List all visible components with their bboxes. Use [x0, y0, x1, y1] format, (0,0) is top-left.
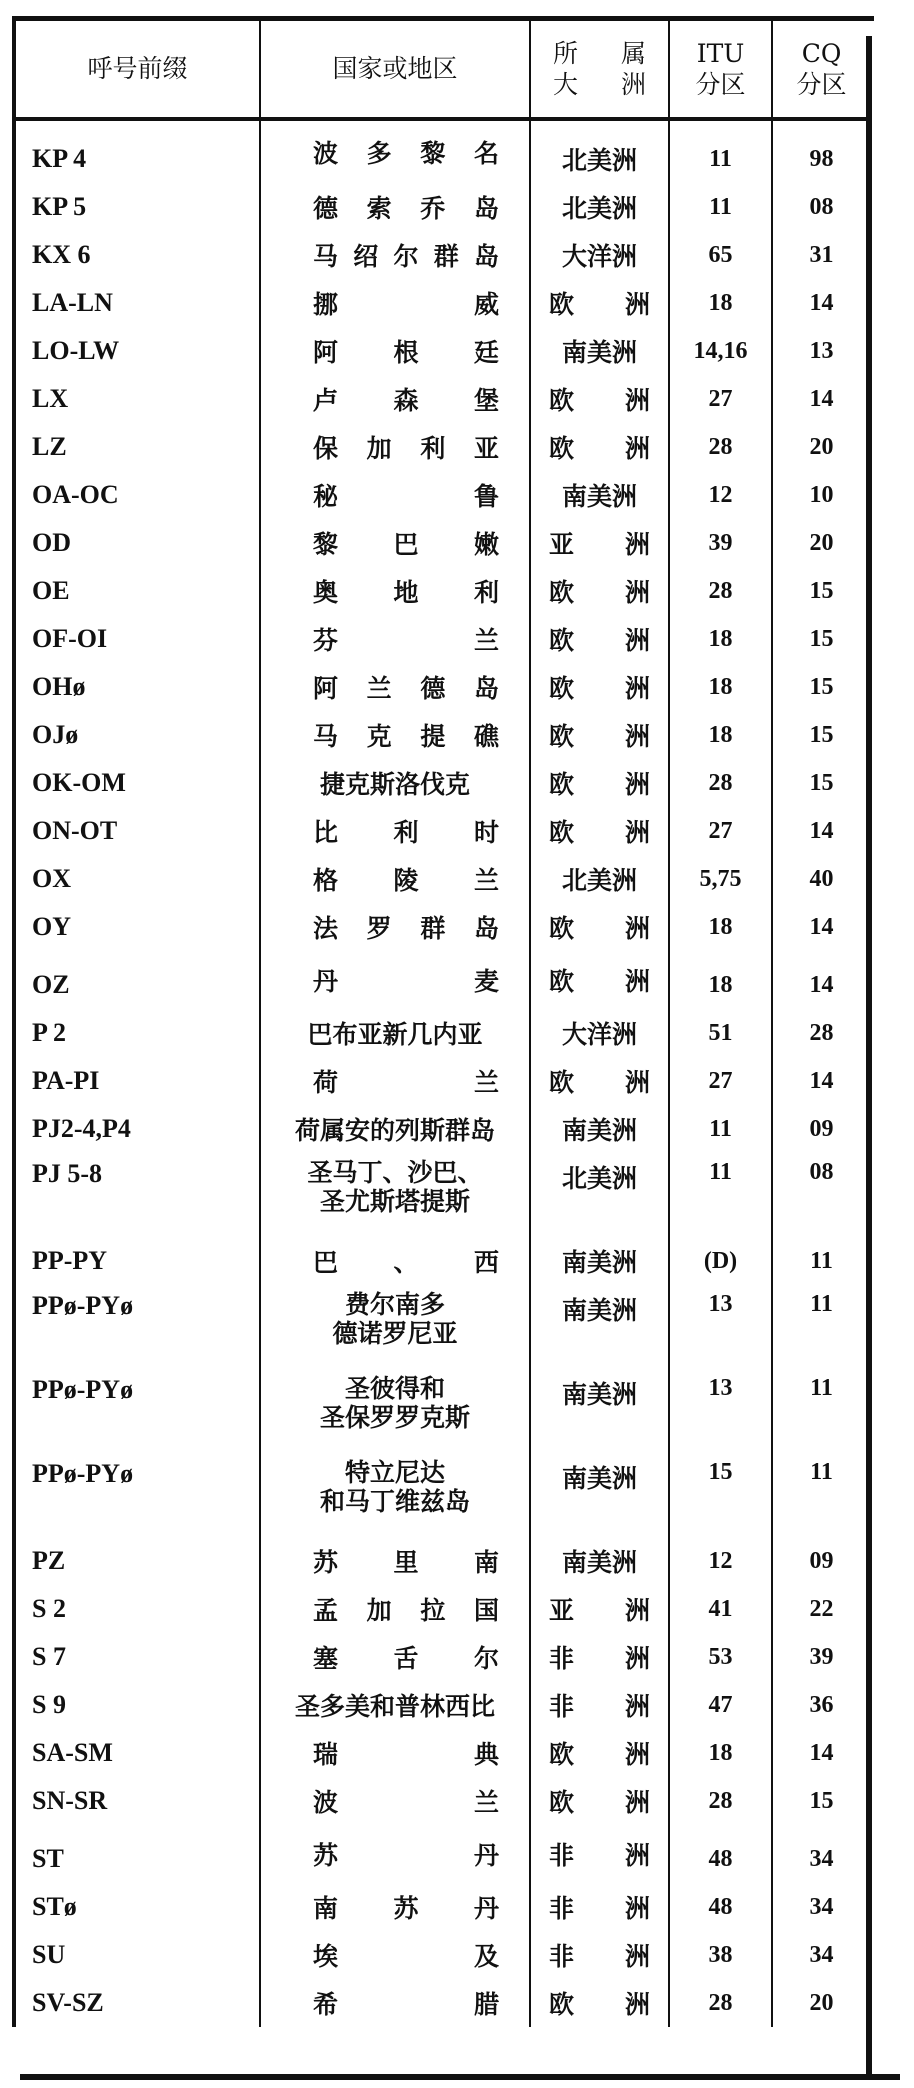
table-row: [14, 471, 870, 519]
continent-cell: 欧洲: [530, 1777, 669, 1825]
continent-cell: 欧洲: [530, 279, 669, 327]
continent-cell: 欧洲: [530, 711, 669, 759]
prefix-cell: SV-SZ: [14, 1979, 260, 2027]
prefix-cell: LZ: [14, 423, 260, 471]
itu-zone-cell: 18: [669, 711, 772, 759]
cq-zone-cell: 39: [772, 1633, 870, 1681]
table-row: [14, 119, 870, 183]
cq-zone-cell: 36: [772, 1681, 870, 1729]
cq-zone-cell: 14: [772, 1057, 870, 1105]
itu-zone-cell: 18: [669, 1729, 772, 1777]
prefix-cell: OZ: [14, 951, 260, 1009]
itu-zone-cell: 28: [669, 1777, 772, 1825]
cq-zone-cell: 14: [772, 375, 870, 423]
country-cell: 圣彼得和 圣保罗罗克斯: [260, 1369, 530, 1453]
cq-zone-cell: 09: [772, 1537, 870, 1585]
cq-zone-cell: 11: [772, 1369, 870, 1453]
header-country: 国家或地区: [260, 21, 530, 119]
cq-zone-cell: 14: [772, 807, 870, 855]
prefix-cell: OE: [14, 567, 260, 615]
table-row: [14, 1681, 870, 1729]
table-row: [14, 1931, 870, 1979]
country-cell: 波多黎名: [260, 119, 530, 183]
table-row: [14, 279, 870, 327]
table-row: [14, 1009, 870, 1057]
continent-cell: 南美洲: [530, 471, 669, 519]
cq-zone-cell: 40: [772, 855, 870, 903]
prefix-cell: PPø-PYø: [14, 1285, 260, 1369]
country-cell: 苏里南: [260, 1537, 530, 1585]
itu-zone-cell: 12: [669, 1537, 772, 1585]
table-row: [14, 663, 870, 711]
cq-zone-cell: 15: [772, 759, 870, 807]
country-cell: 黎巴嫩: [260, 519, 530, 567]
cq-zone-cell: 22: [772, 1585, 870, 1633]
country-cell: 巴、西: [260, 1237, 530, 1285]
prefix-cell: LX: [14, 375, 260, 423]
continent-cell: 非洲: [530, 1681, 669, 1729]
prefix-cell: S 7: [14, 1633, 260, 1681]
header-itu: [669, 21, 772, 119]
itu-zone-cell: 47: [669, 1681, 772, 1729]
itu-zone-cell: 11: [669, 1153, 772, 1237]
country-cell: 比利时: [260, 807, 530, 855]
itu-zone-cell: 11: [669, 183, 772, 231]
cq-zone-cell: 34: [772, 1883, 870, 1931]
country-cell: 波兰: [260, 1777, 530, 1825]
country-cell: 希腊: [260, 1979, 530, 2027]
prefix-cell: SU: [14, 1931, 260, 1979]
table-row: [14, 1237, 870, 1285]
header-cq-line1: CQ: [801, 38, 842, 68]
prefix-cell: PJ2-4,P4: [14, 1105, 260, 1153]
prefix-cell: OJø: [14, 711, 260, 759]
table-row: [14, 1369, 870, 1453]
table-row: [14, 1979, 870, 2027]
prefix-cell: S 2: [14, 1585, 260, 1633]
itu-zone-cell: 27: [669, 1057, 772, 1105]
itu-zone-cell: 15: [669, 1453, 772, 1537]
country-cell: 保加利亚: [260, 423, 530, 471]
country-cell: 南苏丹: [260, 1883, 530, 1931]
continent-cell: 欧洲: [530, 375, 669, 423]
continent-cell: 大洋洲: [530, 231, 669, 279]
country-cell: 马克提礁: [260, 711, 530, 759]
continent-cell: 南美洲: [530, 1369, 669, 1453]
continent-cell: 南美洲: [530, 327, 669, 375]
itu-zone-cell: 39: [669, 519, 772, 567]
prefix-cell: ON-OT: [14, 807, 260, 855]
table-row: [14, 375, 870, 423]
prefix-cell: PP-PY: [14, 1237, 260, 1285]
header-prefix: 呼号前缀: [14, 21, 260, 119]
table-header-row: [14, 21, 870, 119]
table-row: [14, 1537, 870, 1585]
table-row: [14, 1825, 870, 1883]
itu-zone-cell: 12: [669, 471, 772, 519]
cq-zone-cell: 15: [772, 663, 870, 711]
header-continent-line2: 大洲: [553, 70, 646, 99]
continent-cell: 南美洲: [530, 1105, 669, 1153]
prefix-cell: OA-OC: [14, 471, 260, 519]
prefix-cell: PA-PI: [14, 1057, 260, 1105]
itu-zone-cell: 28: [669, 567, 772, 615]
cq-zone-cell: 15: [772, 615, 870, 663]
itu-zone-cell: 27: [669, 375, 772, 423]
cq-zone-cell: 14: [772, 279, 870, 327]
cq-zone-cell: 28: [772, 1009, 870, 1057]
itu-zone-cell: 65: [669, 231, 772, 279]
prefix-cell: LA-LN: [14, 279, 260, 327]
country-cell: 孟加拉国: [260, 1585, 530, 1633]
prefix-cell: OF-OI: [14, 615, 260, 663]
prefix-cell: OD: [14, 519, 260, 567]
itu-zone-cell: 38: [669, 1931, 772, 1979]
country-cell: 塞舌尔: [260, 1633, 530, 1681]
prefix-cell: S 9: [14, 1681, 260, 1729]
cq-zone-cell: 14: [772, 903, 870, 951]
table-row: [14, 711, 870, 759]
continent-cell: 南美洲: [530, 1537, 669, 1585]
cq-zone-cell: 10: [772, 471, 870, 519]
cq-zone-cell: 31: [772, 231, 870, 279]
table-row: [14, 1883, 870, 1931]
country-cell: 阿根廷: [260, 327, 530, 375]
prefix-cell: KX 6: [14, 231, 260, 279]
table-row: [14, 423, 870, 471]
prefix-cell: KP 5: [14, 183, 260, 231]
cq-zone-cell: 20: [772, 423, 870, 471]
itu-zone-cell: 14,16: [669, 327, 772, 375]
table-row: [14, 1585, 870, 1633]
country-cell: 阿兰德岛: [260, 663, 530, 711]
country-cell: 圣马丁、沙巴、 圣尤斯塔提斯: [260, 1153, 530, 1237]
continent-cell: 欧洲: [530, 759, 669, 807]
call-prefix-table: [12, 21, 870, 2027]
country-cell: 格陵兰: [260, 855, 530, 903]
prefix-cell: STø: [14, 1883, 260, 1931]
country-cell: 苏丹: [260, 1825, 530, 1883]
cq-zone-cell: 98: [772, 119, 870, 183]
table-row: [14, 567, 870, 615]
prefix-cell: OHø: [14, 663, 260, 711]
cq-zone-cell: 11: [772, 1453, 870, 1537]
continent-cell: 南美洲: [530, 1285, 669, 1369]
country-cell: 挪威: [260, 279, 530, 327]
itu-zone-cell: 13: [669, 1369, 772, 1453]
itu-zone-cell: 13: [669, 1285, 772, 1369]
table-row: [14, 1105, 870, 1153]
country-cell: 芬兰: [260, 615, 530, 663]
prefix-cell: KP 4: [14, 119, 260, 183]
table-row: [14, 327, 870, 375]
table-row: [14, 1729, 870, 1777]
table-body: [14, 119, 870, 2027]
itu-zone-cell: 18: [669, 279, 772, 327]
prefix-cell: PPø-PYø: [14, 1453, 260, 1537]
prefix-cell: P 2: [14, 1009, 260, 1057]
continent-cell: 欧洲: [530, 423, 669, 471]
itu-zone-cell: 5,75: [669, 855, 772, 903]
itu-zone-cell: 18: [669, 663, 772, 711]
table-row: [14, 183, 870, 231]
cq-zone-cell: 11: [772, 1237, 870, 1285]
itu-zone-cell: 53: [669, 1633, 772, 1681]
itu-zone-cell: 18: [669, 903, 772, 951]
continent-cell: 欧洲: [530, 567, 669, 615]
cq-zone-cell: 08: [772, 183, 870, 231]
country-cell: 巴布亚新几内亚: [260, 1009, 530, 1057]
country-cell: 德索乔岛: [260, 183, 530, 231]
cq-zone-cell: 34: [772, 1825, 870, 1883]
header-cq: [772, 21, 870, 119]
itu-zone-cell: 11: [669, 1105, 772, 1153]
prefix-cell: OY: [14, 903, 260, 951]
continent-cell: 大洋洲: [530, 1009, 669, 1057]
country-cell: 荷兰: [260, 1057, 530, 1105]
table-row: [14, 855, 870, 903]
table-row: [14, 1777, 870, 1825]
cq-zone-cell: 14: [772, 1729, 870, 1777]
itu-zone-cell: 27: [669, 807, 772, 855]
header-cq-line2: 分区: [796, 70, 847, 99]
country-cell: 法罗群岛: [260, 903, 530, 951]
continent-cell: 亚洲: [530, 519, 669, 567]
itu-zone-cell: 11: [669, 119, 772, 183]
continent-cell: 北美洲: [530, 855, 669, 903]
itu-zone-cell: 41: [669, 1585, 772, 1633]
country-cell: 奥地利: [260, 567, 530, 615]
continent-cell: 非洲: [530, 1825, 669, 1883]
table-row: [14, 519, 870, 567]
cq-zone-cell: 20: [772, 1979, 870, 2027]
table-bottom-rule: [20, 2074, 900, 2080]
cq-zone-cell: 15: [772, 711, 870, 759]
continent-cell: 欧洲: [530, 951, 669, 1009]
prefix-cell: PJ 5-8: [14, 1153, 260, 1237]
continent-cell: 欧洲: [530, 663, 669, 711]
table-row: [14, 1153, 870, 1237]
prefix-cell: PZ: [14, 1537, 260, 1585]
country-cell: 费尔南多 德诺罗尼亚: [260, 1285, 530, 1369]
continent-cell: 北美洲: [530, 119, 669, 183]
country-cell: 卢森堡: [260, 375, 530, 423]
country-cell: 捷克斯洛伐克: [260, 759, 530, 807]
prefix-cell: LO-LW: [14, 327, 260, 375]
cq-zone-cell: 15: [772, 1777, 870, 1825]
cq-zone-cell: 14: [772, 951, 870, 1009]
itu-zone-cell: 18: [669, 951, 772, 1009]
itu-zone-cell: 18: [669, 615, 772, 663]
header-continent: [530, 21, 669, 119]
continent-cell: 北美洲: [530, 1153, 669, 1237]
cq-zone-cell: 20: [772, 519, 870, 567]
table-row: [14, 1633, 870, 1681]
header-continent-line1: 所属: [553, 38, 646, 68]
continent-cell: 欧洲: [530, 1729, 669, 1777]
prefix-cell: ST: [14, 1825, 260, 1883]
table-row: [14, 615, 870, 663]
cq-zone-cell: 15: [772, 567, 870, 615]
itu-zone-cell: 28: [669, 759, 772, 807]
continent-cell: 欧洲: [530, 1979, 669, 2027]
continent-cell: 非洲: [530, 1931, 669, 1979]
continent-cell: 欧洲: [530, 903, 669, 951]
continent-cell: 欧洲: [530, 1057, 669, 1105]
prefix-cell: SA-SM: [14, 1729, 260, 1777]
itu-zone-cell: 48: [669, 1825, 772, 1883]
table-row: [14, 1057, 870, 1105]
country-cell: 埃及: [260, 1931, 530, 1979]
table-row: [14, 1285, 870, 1369]
continent-cell: 北美洲: [530, 183, 669, 231]
continent-cell: 南美洲: [530, 1237, 669, 1285]
itu-zone-cell: 28: [669, 423, 772, 471]
country-cell: 特立尼达 和马丁维兹岛: [260, 1453, 530, 1537]
cq-zone-cell: 13: [772, 327, 870, 375]
table-row: [14, 903, 870, 951]
country-cell: 秘鲁: [260, 471, 530, 519]
prefix-cell: SN-SR: [14, 1777, 260, 1825]
continent-cell: 非洲: [530, 1883, 669, 1931]
continent-cell: 亚洲: [530, 1585, 669, 1633]
prefix-cell: OK-OM: [14, 759, 260, 807]
cq-zone-cell: 11: [772, 1285, 870, 1369]
table-row: [14, 1453, 870, 1537]
table-row: [14, 951, 870, 1009]
prefix-cell: PPø-PYø: [14, 1369, 260, 1453]
table-row: [14, 759, 870, 807]
country-cell: 马绍尔群岛: [260, 231, 530, 279]
country-cell: 圣多美和普林西比: [260, 1681, 530, 1729]
itu-zone-cell: (D): [669, 1237, 772, 1285]
prefix-cell: OX: [14, 855, 260, 903]
cq-zone-cell: 34: [772, 1931, 870, 1979]
country-cell: 瑞典: [260, 1729, 530, 1777]
continent-cell: 欧洲: [530, 807, 669, 855]
table-row: [14, 807, 870, 855]
header-itu-line2: 分区: [695, 70, 746, 99]
continent-cell: 欧洲: [530, 615, 669, 663]
table-row: [14, 231, 870, 279]
itu-zone-cell: 28: [669, 1979, 772, 2027]
country-cell: 丹麦: [260, 951, 530, 1009]
header-itu-line1: ITU: [696, 38, 745, 68]
continent-cell: 南美洲: [530, 1453, 669, 1537]
itu-zone-cell: 51: [669, 1009, 772, 1057]
cq-zone-cell: 08: [772, 1153, 870, 1237]
country-cell: 荷属安的列斯群岛: [260, 1105, 530, 1153]
itu-zone-cell: 48: [669, 1883, 772, 1931]
continent-cell: 非洲: [530, 1633, 669, 1681]
cq-zone-cell: 09: [772, 1105, 870, 1153]
